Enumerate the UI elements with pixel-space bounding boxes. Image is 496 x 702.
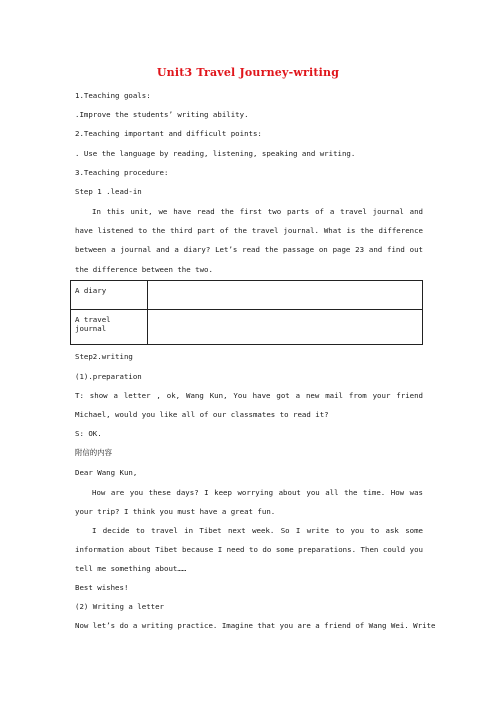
- attachment-label: 附信的内容: [75, 448, 112, 457]
- letter-paragraph-2: [75, 521, 423, 579]
- letter-paragraph-1: [75, 483, 423, 521]
- table-cell-value: [148, 281, 423, 310]
- table-cell-label: A diary: [71, 281, 148, 310]
- teacher-paragraph: T: show a letter , ok, Wang Kun, You have got a new mail from your friend Michael, would you like all of our classmates to read it?: [75, 391, 423, 420]
- section-teaching-goals: 1.Teaching goals:: [75, 91, 151, 100]
- points-text: . Use the language by reading, listening, speaking and writing.: [75, 149, 356, 158]
- step1-heading: Step 1 .lead-in: [75, 187, 142, 196]
- writing-heading: (2) Writing a letter: [75, 602, 164, 611]
- letter-salutation: Dear Wang Kun,: [75, 468, 138, 477]
- intro-text: In this unit, we have read the first two parts of a travel journal and have listened to the third part of the travel journal. What is the difference between a journal and a diary? Let’s read the passage on page 23 and find out the difference between the two.: [75, 207, 423, 274]
- writing-task: Now let’s do a writing practice. Imagine that you are a friend of Wang Wei. Write: [75, 621, 436, 630]
- student-reply: S: OK.: [75, 429, 102, 438]
- comparison-table: [70, 280, 423, 345]
- document-title: Unit3 Travel Journey-writing: [156, 66, 340, 79]
- section-important-points: 2.Teaching important and difficult points:: [75, 129, 262, 138]
- letter-closing: Best wishes!: [75, 583, 129, 592]
- table-cell-label: A travel journal: [71, 310, 148, 345]
- table-row: [71, 310, 423, 345]
- letter-paragraph-1-text: How are you these days? I keep worrying about you all the time. How was your trip? I think you must have a great fun.: [75, 488, 423, 517]
- letter-paragraph-2-text: I decide to travel in Tibet next week. So I write to you to ask some information about Tibet because I need to do some preparations. Then could you tell me something about……: [75, 526, 423, 574]
- goal-text: .Improve the students’ writing ability.: [75, 110, 249, 119]
- table-cell-value: [148, 310, 423, 345]
- preparation-heading: (1).preparation: [75, 372, 142, 381]
- intro-paragraph: [75, 202, 423, 279]
- step2-heading: Step2.writing: [75, 352, 133, 361]
- table-row: [71, 281, 423, 310]
- section-procedure: 3.Teaching procedure:: [75, 168, 169, 177]
